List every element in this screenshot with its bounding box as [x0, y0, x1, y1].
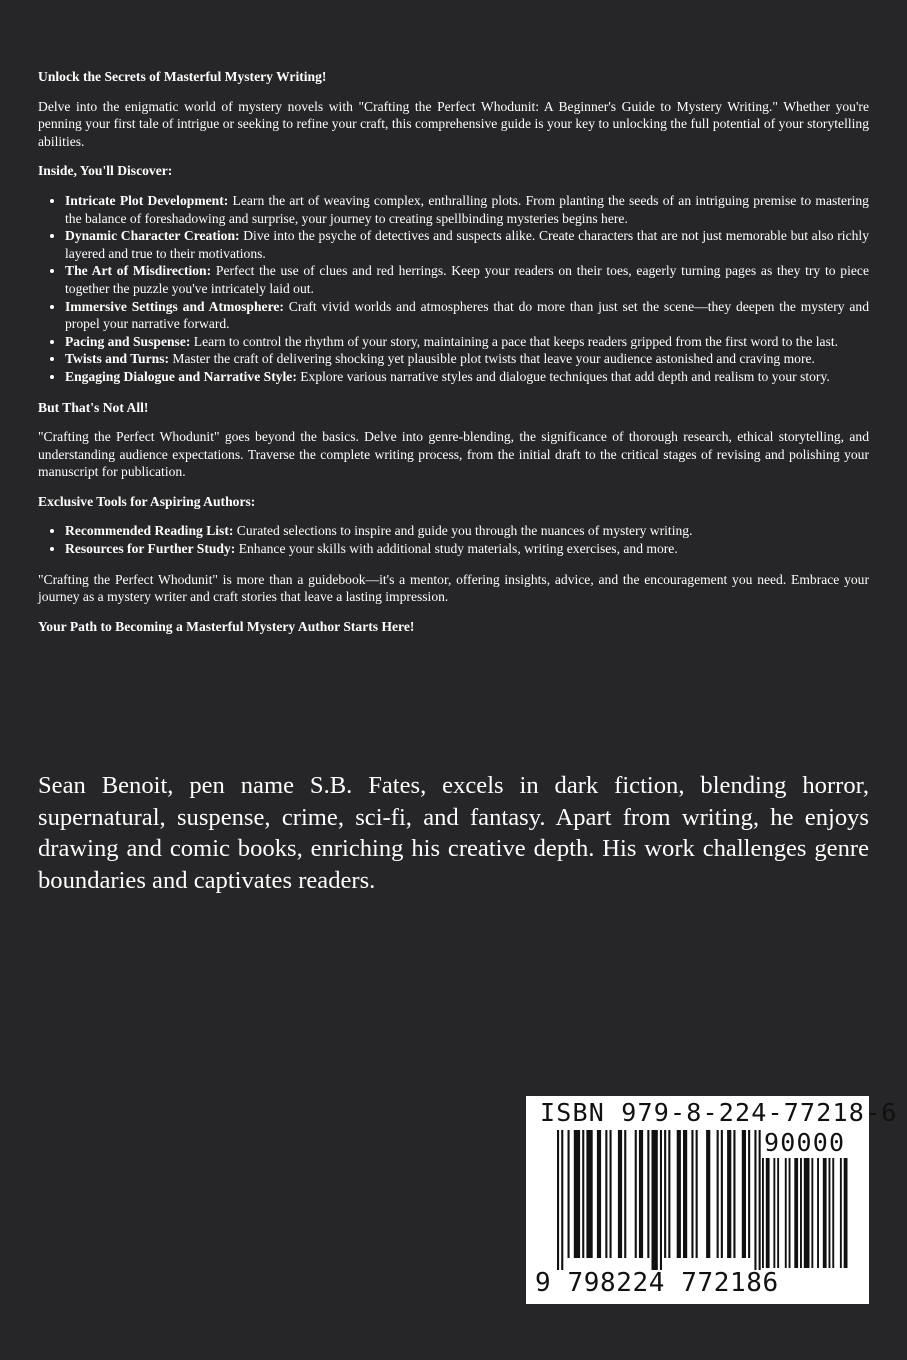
blurb-more: "Crafting the Perfect Whodunit" goes beyond the basics. Delve into genre-blending, the significance of thorough research, ethical storytelling, and understanding audience expectations. Traverse the complete writing process, from the initial draft to the critical stages of revising and polishing your manuscript for publication. [38, 429, 869, 480]
barcode-bar [677, 1130, 681, 1258]
barcode-bar [618, 1130, 622, 1258]
list-item [65, 333, 869, 351]
barcode-bar [733, 1130, 735, 1258]
discover-list [38, 192, 869, 386]
tools-list [38, 522, 869, 557]
list-item [65, 368, 869, 386]
addon-barcode-bars [762, 1158, 854, 1270]
barcode-bar [762, 1158, 764, 1268]
barcode-bar [706, 1130, 710, 1258]
barcode-bar [568, 1130, 570, 1258]
list-item [65, 298, 869, 333]
barcode-bar [829, 1158, 831, 1268]
author-bio: Sean Benoit, pen name S.B. Fates, excels in dark fiction, blending horror, supernatural, suspense, crime, sci-fi, and fantasy. Apart from writing, he enjoys drawing and comic books, enriching his creative depth. His work challenges genre boundaries and captivates readers. [38, 772, 869, 894]
barcode-bar [574, 1130, 580, 1258]
barcode-bar [586, 1130, 592, 1258]
barcode-bar [691, 1130, 693, 1258]
barcode-bar [759, 1130, 761, 1270]
ean-digits: 9 798224 772186 [535, 1268, 779, 1298]
barcode-bar [766, 1158, 770, 1268]
barcode-bar [817, 1158, 819, 1268]
list-item-text: Curated selections to inspire and guide you through the nuances of mystery writing. [233, 523, 693, 539]
list-item-title: Immersive Settings and Atmosphere: [65, 298, 284, 314]
list-item-title: Pacing and Suspense: [65, 333, 191, 349]
list-item-title: The Art of Misdirection: [65, 263, 212, 279]
barcode-bar [811, 1158, 813, 1268]
barcode-bar [840, 1158, 842, 1268]
list-item-title: Resources for Further Study: [65, 541, 236, 557]
barcode-bar [844, 1158, 848, 1268]
barcode-bar [696, 1130, 698, 1258]
barcode-bar [832, 1158, 834, 1268]
blurb-heading-path: Your Path to Becoming a Masterful Mystery Author Starts Here! [38, 618, 415, 634]
list-item [65, 540, 869, 558]
barcode-bar [789, 1158, 791, 1268]
isbn-barcode [526, 1096, 898, 1304]
barcode-bar [557, 1130, 559, 1270]
blurb-intro: Delve into the enigmatic world of mystery novels with "Crafting the Perfect Whodunit: A Beginner's Guide to Mystery Writing." Whether you're penning your first tale of intrigue or seeking to refine your craft, this comprehensive guide is your key to unlocking the full potential of your storytelling abilities. [38, 98, 869, 149]
barcode-bar [561, 1130, 563, 1270]
barcode-bar [785, 1158, 787, 1268]
barcode-bar [660, 1130, 662, 1270]
blurb-closing: "Crafting the Perfect Whodunit" is more than a guidebook—it's a mentor, offering insights, advice, and the encouragement you need. Embrace your journey as a mystery writer and craft stories that leave a lasting impression. [38, 571, 869, 605]
list-item-text: Explore various narrative styles and dialogue techniques that add depth and realism to your story. [296, 368, 830, 384]
barcode-bar [582, 1130, 584, 1258]
list-item [65, 192, 869, 227]
list-item-text: Perfect the use of clues and red herrings. Keep your readers on their toes, eagerly turning pages as they try to piece together the puzzle you've intricately laid out. [65, 263, 869, 296]
barcode-bar [773, 1158, 775, 1268]
list-item-title: Twists and Turns: [65, 351, 170, 367]
list-item [65, 522, 869, 540]
barcode-bar [777, 1158, 779, 1268]
list-item-title: Recommended Reading List: [65, 523, 234, 539]
list-item-text: Learn the art of weaving complex, enthralling plots. From planting the seeds of an intriguing premise to mastering the balance of foreshadowing and surprise, your journey to creating spellbinding mysteries begins here. [65, 192, 869, 226]
list-item [65, 227, 869, 262]
barcode-bar [668, 1130, 670, 1258]
barcode-bar [721, 1130, 723, 1258]
barcode-bar [742, 1130, 746, 1258]
barcode-bar [664, 1130, 666, 1258]
blurb-heading-more: But That's Not All! [38, 399, 149, 415]
blurb-heading-discover: Inside, You'll Discover: [38, 163, 173, 179]
list-item-title: Intricate Plot Development: [65, 192, 229, 208]
barcode-bar [717, 1130, 719, 1258]
barcode-bar [804, 1158, 810, 1268]
list-item-text: Master the craft of delivering shocking yet plausible plot twists that leave your audience astonished and craving more. [169, 351, 815, 367]
barcode-bar [683, 1130, 687, 1258]
barcode-bar [754, 1130, 756, 1270]
barcode-bar [800, 1158, 802, 1268]
list-item-text: Enhance your skills with additional study materials, writing exercises, and more. [235, 541, 678, 557]
barcode-bar [639, 1130, 643, 1258]
blurb-heading-tools: Exclusive Tools for Aspiring Authors: [38, 493, 256, 509]
barcode-bar [823, 1158, 827, 1268]
barcode-bar [624, 1130, 626, 1258]
back-cover-blurb [38, 68, 869, 647]
price-code: 90000 [764, 1128, 846, 1157]
list-item-text: Dive into the psyche of detectives and suspects alike. Create characters that are not just memorable but also richly layered and true to their motivations. [65, 228, 869, 261]
barcode-bar [794, 1158, 798, 1268]
barcode-bar [647, 1130, 649, 1258]
list-item-title: Dynamic Character Creation: [65, 228, 240, 244]
barcode-bar [635, 1130, 637, 1258]
list-item [65, 350, 869, 368]
list-item-text: Craft vivid worlds and atmospheres that do more than just set the scene—they deepen the mystery and propel your narrative forward. [65, 298, 869, 332]
barcode-bar [748, 1130, 750, 1258]
ean-barcode-bars [557, 1130, 761, 1272]
blurb-heading-unlock: Unlock the Secrets of Masterful Mystery Writing! [38, 69, 327, 84]
barcode-bar [605, 1130, 607, 1258]
barcode-bar [652, 1130, 658, 1270]
barcode-bar [597, 1130, 601, 1258]
isbn-label: ISBN 979-8-224-77218-6 [540, 1098, 898, 1127]
barcode-bar [727, 1130, 731, 1258]
list-item [65, 262, 869, 297]
list-item-text: Learn to control the rhythm of your story, maintaining a pace that keeps readers gripped from the first word to the last. [190, 333, 839, 349]
list-item-title: Engaging Dialogue and Narrative Style: [65, 368, 297, 384]
barcode-bar [610, 1130, 612, 1258]
